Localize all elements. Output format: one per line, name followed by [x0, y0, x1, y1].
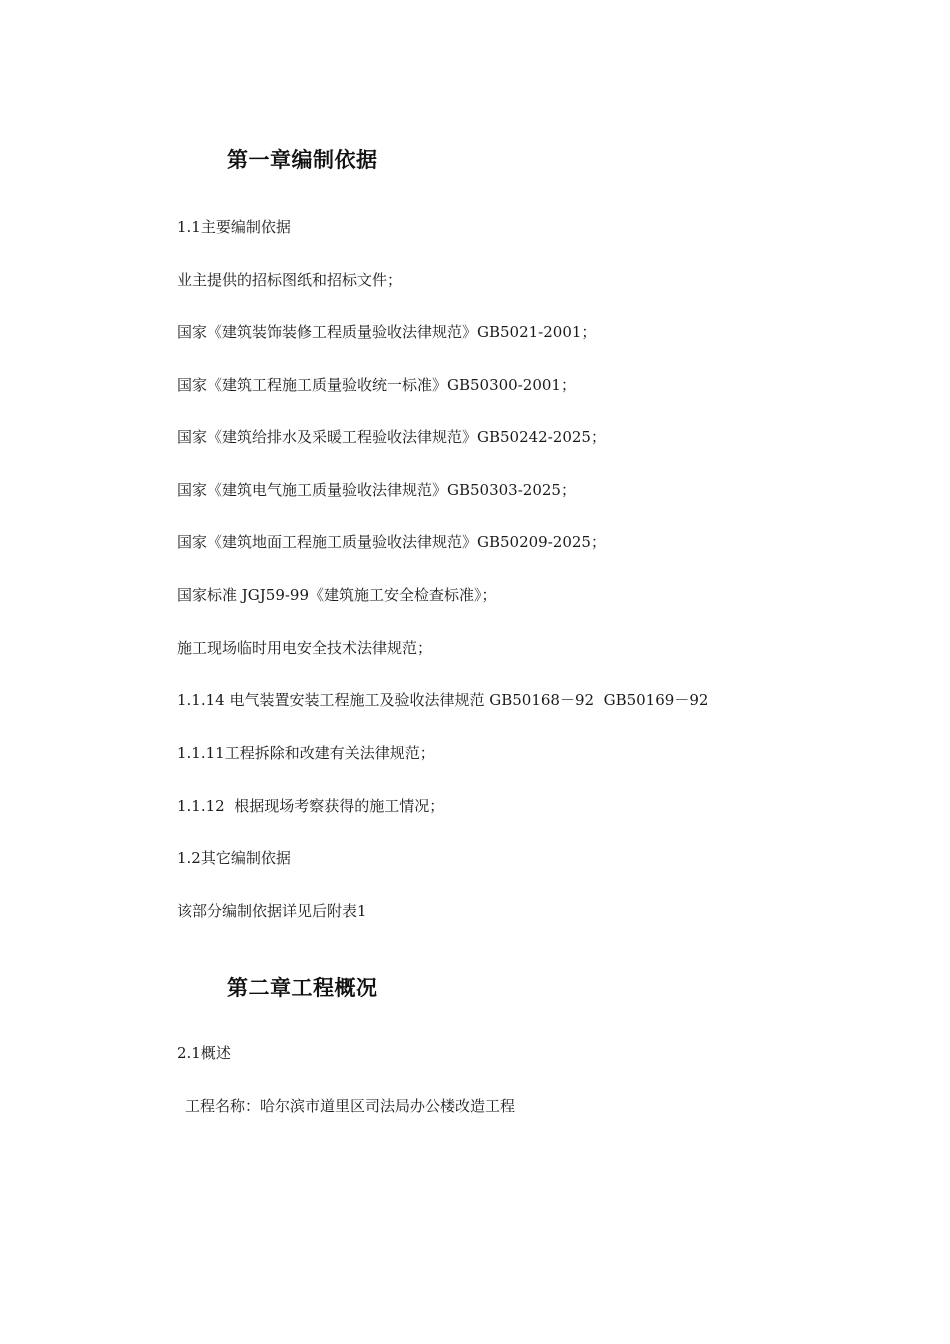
section-2-1-heading: 2.1概述: [177, 1044, 231, 1062]
basis-item-1: 业主提供的招标图纸和招标文件；: [177, 271, 403, 289]
chapter-2-title: 第二章工程概况: [227, 976, 378, 1000]
basis-item-11: 1.1.12 根据现场考察获得的施工情况；: [177, 797, 445, 815]
chapter-1-title: 第一章编制依据: [227, 148, 378, 172]
basis-item-4: 国家《建筑给排水及采暖工程验收法律规范》GB50242-2025；: [177, 428, 606, 446]
basis-item-10: 1.1.11工程拆除和改建有关法律规范；: [177, 744, 435, 762]
basis-item-7: 国家标准 JGJ59-99《建筑施工安全检查标准》；: [177, 586, 497, 604]
basis-item-5: 国家《建筑电气施工质量验收法律规范》GB50303-2025；: [177, 481, 576, 499]
basis-item-2: 国家《建筑装饰装修工程质量验收法律规范》GB5021-2001；: [177, 323, 597, 341]
section-1-2-text: 该部分编制依据详见后附表1: [177, 902, 367, 920]
basis-item-3: 国家《建筑工程施工质量验收统一标准》GB50300-2001；: [177, 376, 576, 394]
basis-item-6: 国家《建筑地面工程施工质量验收法律规范》GB50209-2025；: [177, 533, 606, 551]
project-name: 工程名称：哈尔滨市道里区司法局办公楼改造工程: [185, 1097, 516, 1115]
basis-item-8: 施工现场临时用电安全技术法律规范；: [177, 639, 433, 657]
section-1-2-heading: 1.2其它编制依据: [177, 849, 291, 867]
basis-item-9: 1.1.14 电气装置安装工程施工及验收法律规范 GB50168－92 GB50169－92: [177, 691, 709, 709]
section-1-1-heading: 1.1主要编制依据: [177, 218, 291, 236]
